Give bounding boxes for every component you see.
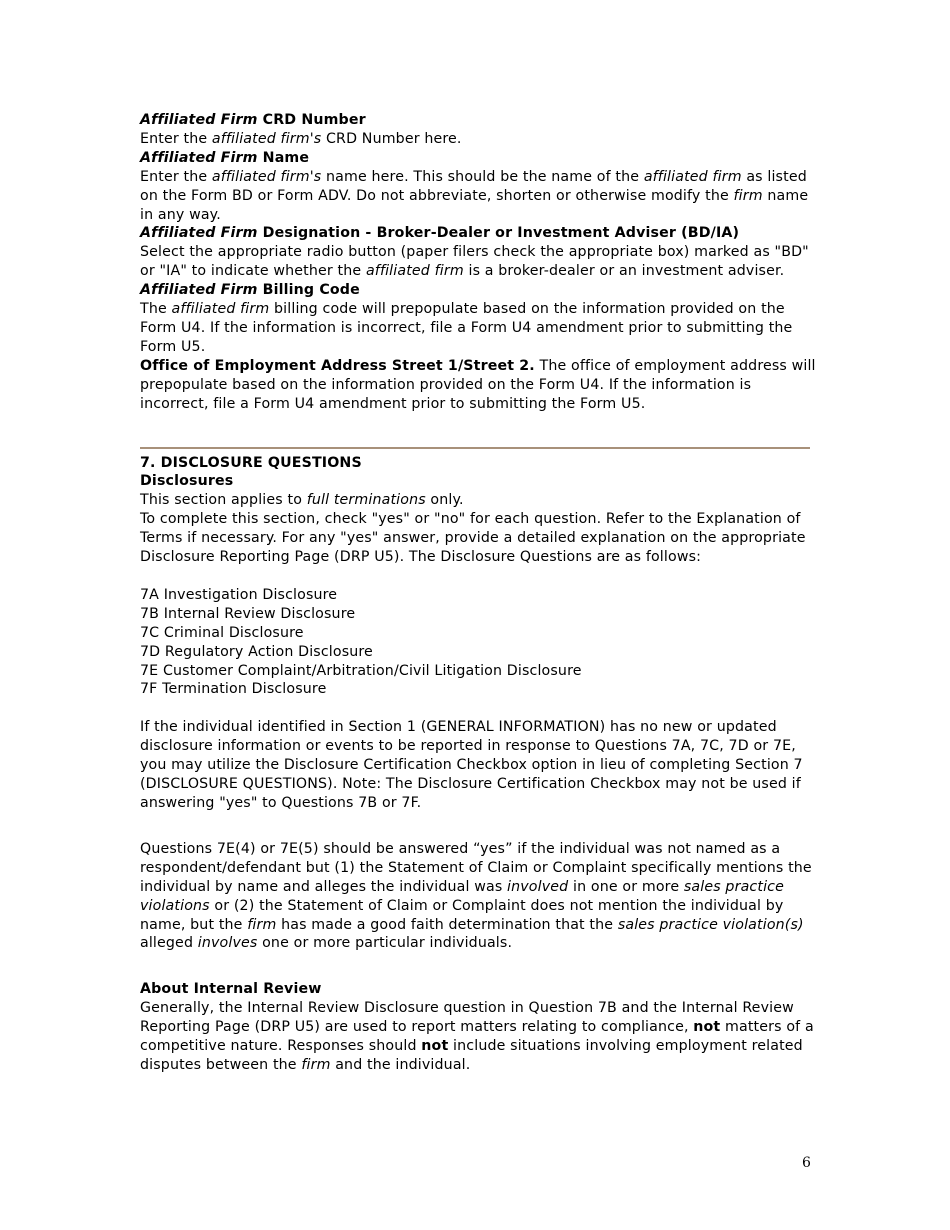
firm-name-heading: Affiliated Firm Name <box>140 149 310 166</box>
crd-number-text: Enter the affiliated firm's CRD Number here. <box>140 130 462 147</box>
certification-paragraph: If the individual identified in Section 1 (GENERAL INFORMATION) has no new or updated disclosure information or events to be reported in response to Questions 7A, 7C, 7D or 7E, you may utilize the Disclosure Certification Checkbox option in lieu of completing Section 7 (DISCLOSURE QUESTIONS). Note: The Disclosure Certification Checkbox may not be used if answering "yes" to Questions 7B or 7F. <box>140 719 803 811</box>
list-item: 7E Customer Complaint/Arbitration/Civil Litigation Disclosure <box>140 662 582 679</box>
instructions-text: To complete this section, check "yes" or "no" for each question. Refer to the Explanation of Terms if necessary. For any "yes" answer, provide a detailed explanation on the appropriate Disclosure Reporting Page (DRP U5). The Disclosure Questions are as follows: <box>140 511 806 566</box>
disclosure-question-list <box>140 586 820 699</box>
applies-text: This section applies to full terminations only. <box>140 492 464 509</box>
firm-name-text: Enter the affiliated firm's name here. This should be the name of the affiliated firm as listed on the Form BD or Form ADV. Do not abbreviate, shorten or otherwise modify the firm name in any way. <box>140 168 809 223</box>
question-7e-paragraph: Questions 7E(4) or 7E(5) should be answered “yes” if the individual was not named as a respondent/defendant but (1) the Statement of Claim or Complaint specifically mentions the individual by name and alleges the individual was involved in one or more sales practice violations or (2) the Statement of Claim or Complaint does not mention the individual by name, but the firm has made a good faith determination that the sales practice violation(s) alleged involves one or more particular individuals. <box>140 840 812 952</box>
page-number: 6 <box>802 1155 811 1171</box>
crd-number-heading: Affiliated Firm CRD Number <box>140 112 366 128</box>
office-address-paragraph: Office of Employment Address Street 1/Street 2. The office of employment address will prepopulate based on the information provided on the Form U4. If the information is incorrect, file a Form U4 amendment prior to submitting the Form U5. <box>140 357 816 412</box>
document-body <box>140 111 820 1075</box>
section-divider <box>140 447 810 449</box>
internal-review-paragraph: Generally, the Internal Review Disclosure question in Question 7B and the Internal Review Reporting Page (DRP U5) are used to report matters relating to compliance, not matters of a competitive nature. Responses should not include situations involving employment related disputes between the firm and the individual. <box>140 1000 814 1073</box>
list-item: 7C Criminal Disclosure <box>140 624 304 641</box>
office-address-heading: Office of Employment Address Street 1/Street 2. <box>140 357 535 374</box>
designation-heading: Affiliated Firm Designation - Broker-Dealer or Investment Adviser (BD/IA) <box>140 225 740 242</box>
disclosures-subtitle: Disclosures <box>140 473 234 490</box>
list-item: 7A Investigation Disclosure <box>140 586 338 603</box>
list-item: 7D Regulatory Action Disclosure <box>140 643 373 660</box>
list-item: 7B Internal Review Disclosure <box>140 605 356 622</box>
section-7-title: 7. DISCLOSURE QUESTIONS <box>140 454 362 471</box>
designation-text: Select the appropriate radio button (paper filers check the appropriate box) marked as "BD" or "IA" to indicate whether the affiliated firm is a broker-dealer or an investment adviser. <box>140 244 809 280</box>
billing-code-text: The affiliated firm billing code will prepopulate based on the information provided on the Form U4. If the information is incorrect, file a Form U4 amendment prior to submitting the Form U5. <box>140 301 793 355</box>
internal-review-heading: About Internal Review <box>140 981 322 998</box>
list-item: 7F Termination Disclosure <box>140 681 327 698</box>
billing-code-heading: Affiliated Firm Billing Code <box>140 282 360 299</box>
